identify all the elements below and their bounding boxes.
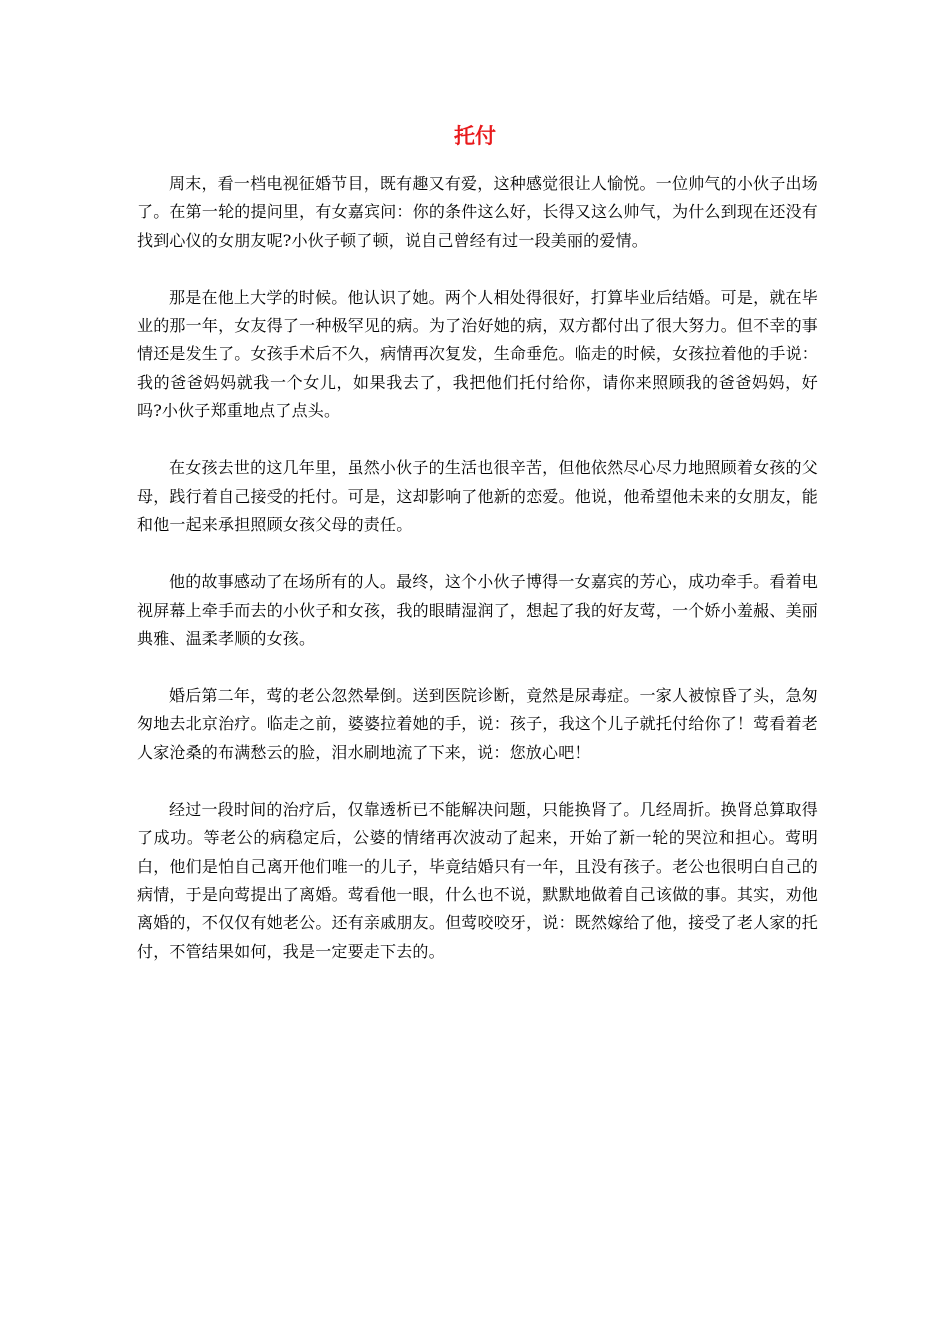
- paragraph-4: 他的故事感动了在场所有的人。最终，这个小伙子博得一女嘉宾的芳心，成功牵手。看着电视屏幕上牵手而去的小伙子和女孩，我的眼睛湿润了，想起了我的好友莺，一个娇小羞赧、美丽典雅、温柔孝顺的女孩。: [137, 572, 818, 648]
- paragraph-6: 经过一段时间的治疗后，仅靠透析已不能解决问题，只能换肾了。几经周折。换肾总算取得了成功。等老公的病稳定后，公婆的情绪再次波动了起来，开始了新一轮的哭泣和担心。莺明白，他们是怕自己离开他们唯一的儿子，毕竟结婚只有一年，且没有孩子。老公也很明白自己的病情，于是向莺提出了离婚。莺看他一眼，什么也不说，默默地做着自己该做的事。其实，劝他离婚的，不仅仅有她老公。还有亲戚朋友。但莺咬咬牙，说：既然嫁给了他，接受了老人家的托付，不管结果如何，我是一定要走下去的。: [137, 800, 818, 961]
- paragraph-1: 周末，看一档电视征婚节目，既有趣又有爱，这种感觉很让人愉悦。一位帅气的小伙子出场了。在第一轮的提问里，有女嘉宾问：你的条件这么好，长得又这么帅气，为什么到现在还没有找到心仪的女朋友呢?小伙子顿了顿，说自己曾经有过一段美丽的爱情。: [137, 174, 818, 250]
- paragraph-3: 在女孩去世的这几年里，虽然小伙子的生活也很辛苦，但他依然尽心尽力地照顾着女孩的父母，践行着自己接受的托付。可是，这却影响了他新的恋爱。他说，他希望他未来的女朋友，能和他一起来承担照顾女孩父母的责任。: [137, 458, 818, 534]
- paragraph-5: 婚后第二年，莺的老公忽然晕倒。送到医院诊断，竟然是尿毒症。一家人被惊昏了头，急匆匆地去北京治疗。临走之前，婆婆拉着她的手，说：孩子，我这个儿子就托付给你了！莺看着老人家沧桑的布满愁云的脸，泪水刷地流了下来，说：您放心吧！: [137, 686, 818, 762]
- document-title: 托付: [454, 124, 496, 148]
- paragraph-2: 那是在他上大学的时候。他认识了她。两个人相处得很好，打算毕业后结婚。可是，就在毕业的那一年，女友得了一种极罕见的病。为了治好她的病，双方都付出了很大努力。但不幸的事情还是发生了。女孩手术后不久，病情再次复发，生命垂危。临走的时候，女孩拉着他的手说：我的爸爸妈妈就我一个女儿，如果我去了，我把他们托付给你，请你来照顾我的爸爸妈妈，好吗?小伙子郑重地点了点头。: [137, 287, 818, 421]
- document-body: [137, 170, 818, 995]
